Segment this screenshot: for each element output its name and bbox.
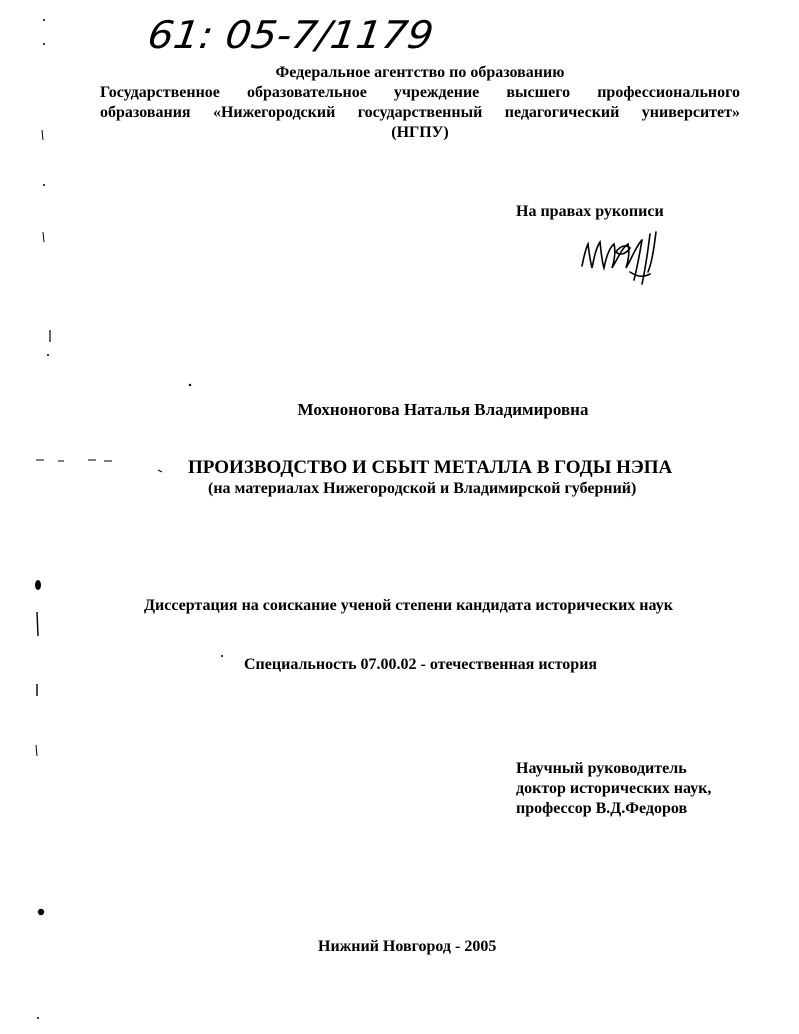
header-university-line: образования «Нижегородский государственный педагогический университет» [100, 104, 740, 121]
dissertation-subtitle: (на материалах Нижегородской и Владимирской губерний) [208, 480, 637, 497]
signature-drawing [576, 222, 670, 294]
specialty-code: Специальность 07.00.02 - отечественная история [244, 656, 598, 673]
supervisor-degree: доктор исторических наук, [516, 780, 712, 797]
institution-header [100, 63, 740, 143]
scientific-supervisor [516, 759, 711, 819]
supervisor-role: Научный руководитель [516, 760, 687, 777]
manuscript-rights-note: На правах рукописи [516, 203, 664, 220]
author-name: Мохноногова Наталья Владимировна [297, 400, 589, 419]
header-agency: Федеральное агентство по образованию [275, 64, 565, 81]
catalog-number-text: 61: 05-7/1179 [150, 14, 421, 58]
dissertation-title: ПРОИЗВОДСТВО И СБЫТ МЕТАЛЛА В ГОДЫ НЭПА [188, 457, 673, 478]
header-institution-line: Государственное образовательное учреждение высшего профессионального [100, 84, 740, 101]
city-and-year: Нижний Новгород - 2005 [318, 938, 497, 955]
degree-statement: Диссертация на соискание ученой степени кандидата исторических наук [144, 597, 673, 614]
supervisor-name: профессор В.Д.Федоров [516, 800, 688, 817]
header-abbreviation: (НГПУ) [391, 124, 449, 141]
signature [576, 222, 670, 294]
